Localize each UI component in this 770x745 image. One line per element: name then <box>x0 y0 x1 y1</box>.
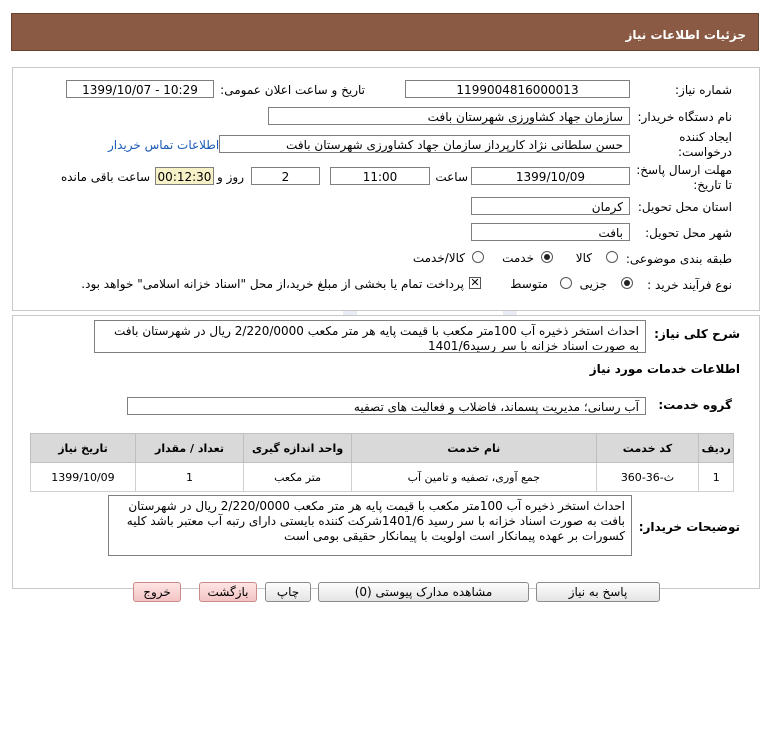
buyer-org-field: سازمان جهاد کشاورزی شهرستان بافت <box>268 107 630 125</box>
services-section-title: اطلاعات خدمات مورد نیاز <box>589 362 740 376</box>
process-radio-medium[interactable] <box>560 277 572 289</box>
process-option-minor: جزیی <box>579 277 607 291</box>
deadline-time-field: 11:00 <box>330 167 430 185</box>
remaining-label: ساعت باقی مانده <box>60 170 150 184</box>
deadline-days-field: 2 <box>251 167 320 185</box>
print-button[interactable]: چاپ <box>265 582 311 602</box>
deadline-time-label: ساعت <box>435 170 468 184</box>
city-label: شهر محل تحویل: <box>645 226 732 240</box>
announce-label: تاریخ و ساعت اعلان عمومی: <box>220 83 365 97</box>
city-field: بافت <box>471 223 630 241</box>
reply-button[interactable]: پاسخ به نیاز <box>536 582 660 602</box>
category-option-service: خدمت <box>502 251 534 265</box>
announce-field: 1399/10/07 - 10:29 <box>66 80 214 98</box>
process-option-medium: متوسط <box>510 277 548 291</box>
col-qty: تعداد / مقدار <box>135 434 243 463</box>
process-label: نوع فرآیند خرید : <box>647 278 732 292</box>
deadline-label-line2: تا تاریخ: <box>693 178 732 192</box>
need-number-label: شماره نیاز: <box>675 83 732 97</box>
buyer-org-label: نام دستگاه خریدار: <box>637 110 732 124</box>
col-date: تاریخ نیاز <box>31 434 136 463</box>
exit-button[interactable]: خروج <box>133 582 181 602</box>
category-radio-goods[interactable] <box>606 251 618 263</box>
requester-label-line2: درخواست: <box>678 145 732 159</box>
cell-row: 1 <box>699 463 734 492</box>
cell-name: جمع آوری، تصفیه و تامین آب <box>352 463 596 492</box>
col-unit: واحد اندازه گیری <box>244 434 352 463</box>
col-row: ردیف <box>699 434 734 463</box>
back-button[interactable]: بازگشت <box>199 582 257 602</box>
need-info-panel <box>12 67 760 311</box>
cell-unit: متر مکعب <box>244 463 352 492</box>
table-row <box>31 463 734 492</box>
table-header-row <box>31 434 734 463</box>
buyer-notes-text: احداث استخر ذخیره آب 100متر مکعب با قیمت پایه هر متر مکعب 2/220/0000 ریال در شهرستان بافت به صورت اسناد خزانه با سر رسید 1401/6شرکت کننده بایستی دارای رتبه آب معتبر باشد کلیه کسورات بر عهده پیمانکار است اولویت با پیمانکار حقیقی بومی است <box>108 495 632 556</box>
summary-text: احداث استخر ذخیره آب 100متر مکعب با قیمت پایه هر متر مکعب 2/220/0000 ریال در شهرستان بافت به صورت اسناد خزانه با سر رسید1401/6 <box>94 320 646 353</box>
col-name: نام خدمت <box>352 434 596 463</box>
services-table <box>30 433 734 492</box>
service-group-field: آب رسانی؛ مدیریت پسماند، فاضلاب و فعالیت های تصفیه <box>127 397 646 415</box>
buyer-notes-label: توضیحات خریدار: <box>638 520 740 534</box>
process-radio-minor[interactable] <box>621 277 633 289</box>
page-header <box>11 13 759 51</box>
summary-label: شرح کلی نیاز: <box>654 327 740 341</box>
category-option-goods: کالا <box>575 251 592 265</box>
treasury-payment-note: پرداخت تمام یا بخشی از مبلغ خرید،از محل "اسناد خزانه اسلامی" خواهد بود. <box>81 277 464 291</box>
province-field: کرمان <box>471 197 630 215</box>
category-radio-service[interactable] <box>541 251 553 263</box>
service-group-label: گروه خدمت: <box>658 398 732 412</box>
category-label: طبقه بندی موضوعی: <box>625 252 732 266</box>
cell-date: 1399/10/09 <box>31 463 136 492</box>
need-number-field: 1199004816000013 <box>405 80 630 98</box>
page-title: جزئیات اطلاعات نیاز <box>625 28 746 42</box>
treasury-payment-checkbox[interactable]: ✕ <box>470 276 480 289</box>
deadline-label-line1: مهلت ارسال پاسخ: <box>636 163 732 177</box>
deadline-date-field: 1399/10/09 <box>471 167 630 185</box>
col-code: کد خدمت <box>596 434 699 463</box>
cell-code: ث-36-360 <box>596 463 699 492</box>
days-label: روز و <box>217 170 244 184</box>
remaining-time-field: 00:12:30 <box>155 167 214 185</box>
attachments-button[interactable]: مشاهده مدارک پیوستی (0) <box>318 582 529 602</box>
province-label: استان محل تحویل: <box>637 200 732 214</box>
requester-field: حسن سلطانی نژاد کارپرداز سازمان جهاد کشاورزی شهرستان بافت <box>219 135 630 153</box>
buyer-contact-link[interactable]: اطلاعات تماس خریدار <box>108 138 220 152</box>
category-option-goods-service: کالا/خدمت <box>412 251 465 265</box>
requester-label-line1: ایجاد کننده <box>679 130 732 144</box>
category-radio-goods-service[interactable] <box>472 251 484 263</box>
cell-qty: 1 <box>135 463 243 492</box>
